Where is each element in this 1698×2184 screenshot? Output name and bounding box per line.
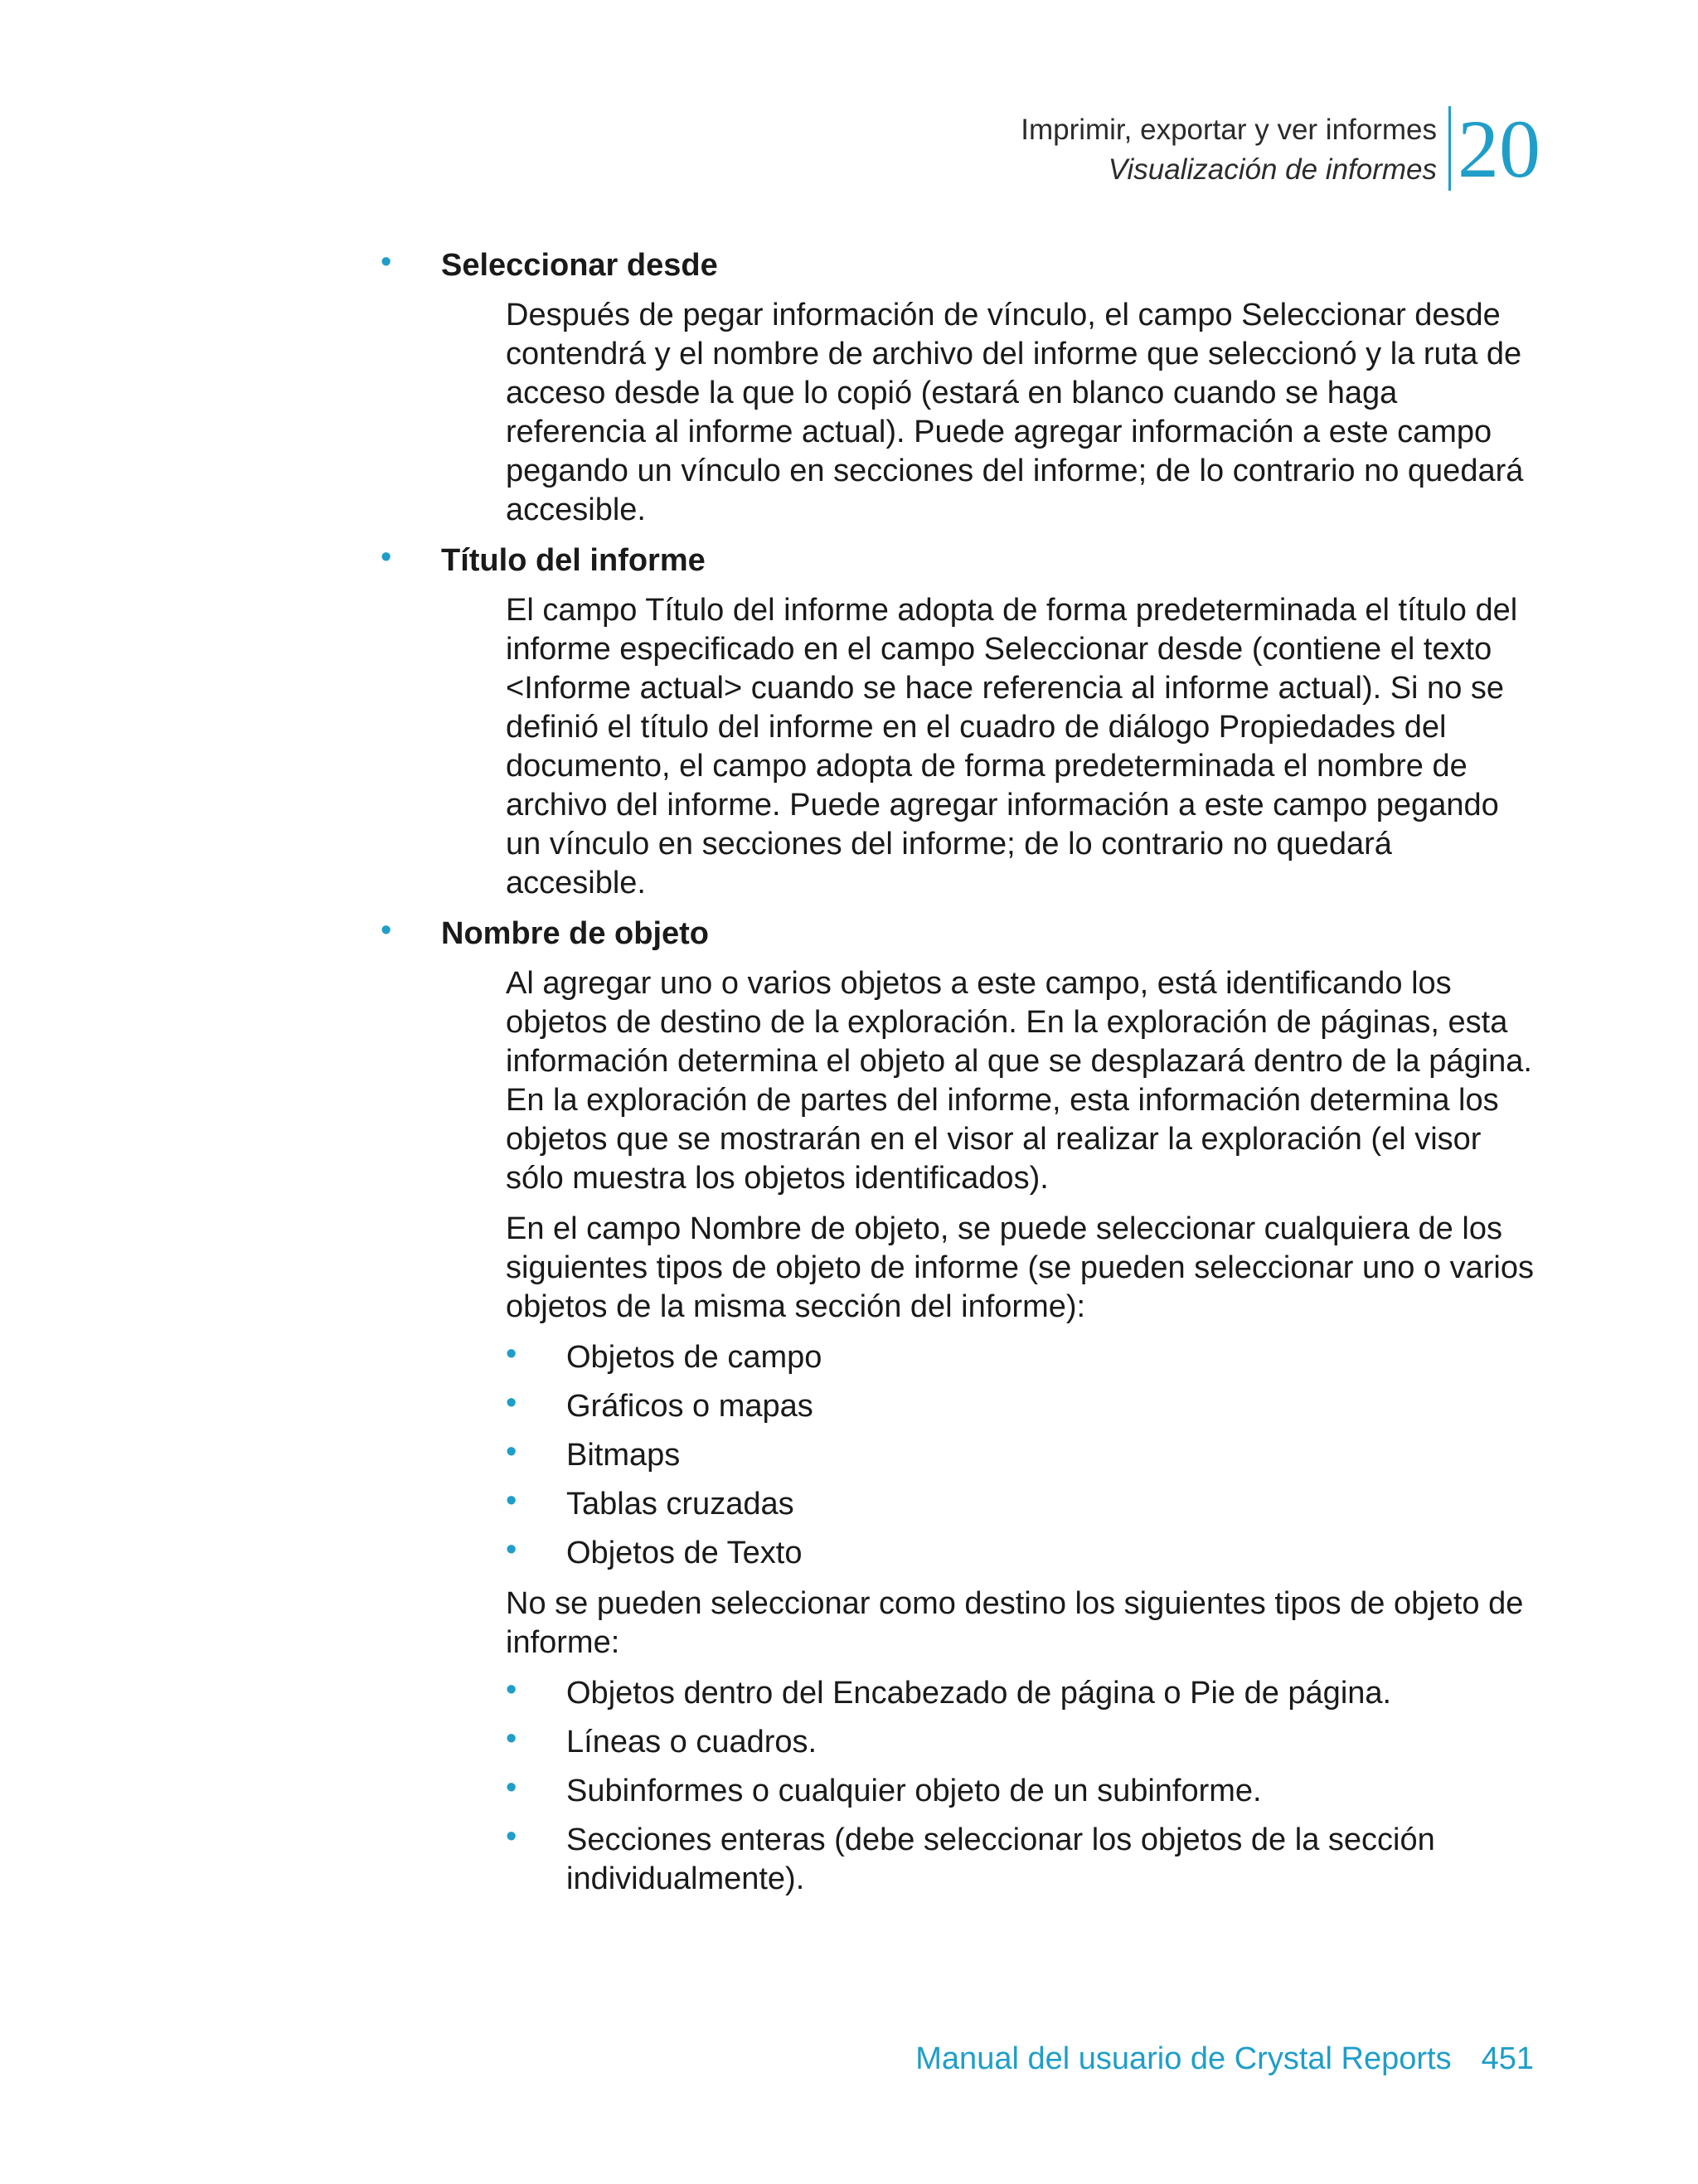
bullet-icon: •: [506, 1532, 517, 1567]
list-item: • Tablas cruzadas: [506, 1483, 794, 1522]
bullet-icon: •: [506, 1770, 517, 1805]
section-titulo-informe: [381, 540, 1535, 580]
header-divider: [1448, 106, 1451, 191]
section-paragraph: No se pueden seleccionar como destino los siguientes tipos de objeto de informe:: [506, 1586, 1524, 1660]
chapter-number: 20: [1458, 103, 1540, 195]
list-item: • Subinformes o cualquier objeto de un subinforme.: [506, 1770, 1262, 1808]
bullet-icon: •: [506, 1483, 517, 1518]
manual-title: Manual del usuario de Crystal Reports: [915, 2041, 1452, 2076]
list-item: • Objetos de campo: [506, 1337, 822, 1375]
header-subtitle: Visualización de informes: [1108, 153, 1437, 186]
bullet-icon: •: [506, 1672, 517, 1707]
list-item: • Gráficos o mapas: [506, 1386, 813, 1424]
bullet-icon: •: [381, 245, 392, 279]
section-nombre-objeto: [381, 913, 1535, 954]
page-footer: [915, 2041, 1534, 2077]
bullet-icon: •: [506, 1337, 517, 1371]
list-item: • Bitmaps: [506, 1434, 681, 1473]
page-number: 451: [1481, 2041, 1534, 2076]
section-heading: Título del informe: [441, 543, 706, 578]
excluded-object-list: [506, 1674, 1535, 1899]
bullet-icon: •: [381, 540, 392, 575]
list-item: • Objetos dentro del Encabezado de página o Pie de página.: [506, 1672, 1392, 1711]
section-paragraph: El campo Título del informe adopta de forma predeterminada el título del informe especificado en el campo Seleccionar desde (contiene el texto <Informe actual> cuando se hace referencia al informe actual). Si no se definió el título del informe en el cuadro de diálogo Propiedades del documento, el campo adopta de forma predeterminada el nombre de archivo del informe. Puede agregar información a este campo pegando un vínculo en secciones del informe; de lo contrario no quedará accesible.: [506, 593, 1518, 900]
bullet-icon: •: [506, 1721, 517, 1756]
bullet-icon: •: [506, 1819, 517, 1854]
section-seleccionar-desde: [381, 245, 1535, 285]
header-title: Imprimir, exportar y ver informes: [1021, 114, 1437, 146]
bullet-icon: •: [506, 1386, 517, 1420]
running-header: [1021, 103, 1540, 195]
list-item: • Secciones enteras (debe seleccionar los objetos de la sección individualmente).: [506, 1819, 1435, 1896]
section-paragraph: Después de pegar información de vínculo, el campo Seleccionar desde contendrá y el nombre de archivo del informe que seleccionó y la ruta de acceso desde la que lo copió (estará en blanco cuando se haga referencia al informe actual). Puede agregar información a este campo pegando un vínculo en secciones del informe; de lo contrario no quedará accesible.: [506, 298, 1524, 527]
list-item: • Líneas o cuadros.: [506, 1721, 817, 1759]
section-paragraph: Al agregar uno o varios objetos a este campo, está identificando los objetos de destino de la exploración. En la exploración de páginas, esta información determina el objeto al que se desplazará dentro de la página. En la exploración de partes del informe, esta información determina los objetos que se mostrarán en el visor al realizar la exploración (el visor sólo muestra los objetos identificados).: [506, 966, 1532, 1196]
page-content: [381, 245, 1535, 1910]
header-text: [1021, 106, 1448, 191]
section-heading: Seleccionar desde: [441, 248, 718, 283]
list-item: • Objetos de Texto: [506, 1532, 803, 1570]
section-paragraph: En el campo Nombre de objeto, se puede seleccionar cualquiera de los siguientes tipos de objeto de informe (se pueden seleccionar uno o varios objetos de la misma sección del informe):: [506, 1211, 1534, 1324]
bullet-icon: •: [381, 913, 392, 948]
allowed-object-list: [506, 1338, 1535, 1573]
section-heading: Nombre de objeto: [441, 916, 710, 951]
bullet-icon: •: [506, 1434, 517, 1469]
